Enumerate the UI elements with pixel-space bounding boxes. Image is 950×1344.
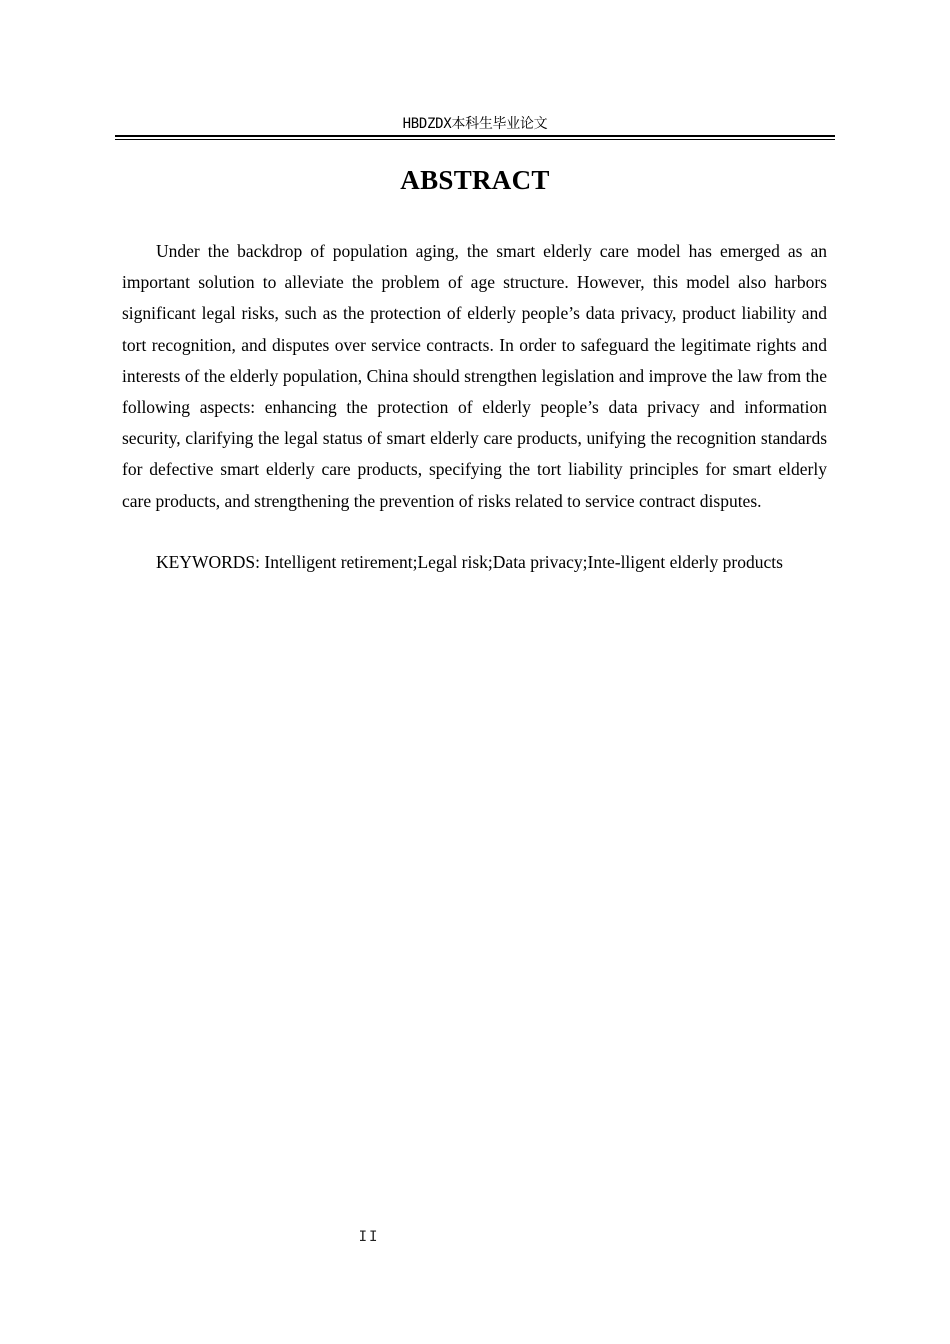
page-number: II xyxy=(358,1229,380,1245)
running-header: HBDZDX本科生毕业论文 xyxy=(402,116,548,132)
header-rule-thick xyxy=(115,135,835,137)
abstract-title: ABSTRACT xyxy=(400,165,550,195)
keywords-paragraph: KEYWORDS: Intelligent retirement;Legal risk;Data privacy;Inte-lligent elderly products xyxy=(156,552,783,572)
header-rule-thin xyxy=(115,139,835,140)
abstract-body: Under the backdrop of population aging, the smart elderly care model has emerged as an important solution to alleviate the problem of age structure. However, this model also harbors significant legal risks, such as the protection of elderly people’s data privacy, product liability and tort recognition, and disputes over service contracts. In order to safeguard the legitimate rights and interests of the elderly population, China should strengthen legislation and improve the law from the following aspects: enhancing the protection of elderly people’s data privacy and information security, clarifying the legal status of smart elderly care products, unifying the recognition standards for defective smart elderly care products, specifying the tort liability principles for smart elderly care products, and strengthening the prevention of risks related to service contract disputes. xyxy=(122,241,827,511)
